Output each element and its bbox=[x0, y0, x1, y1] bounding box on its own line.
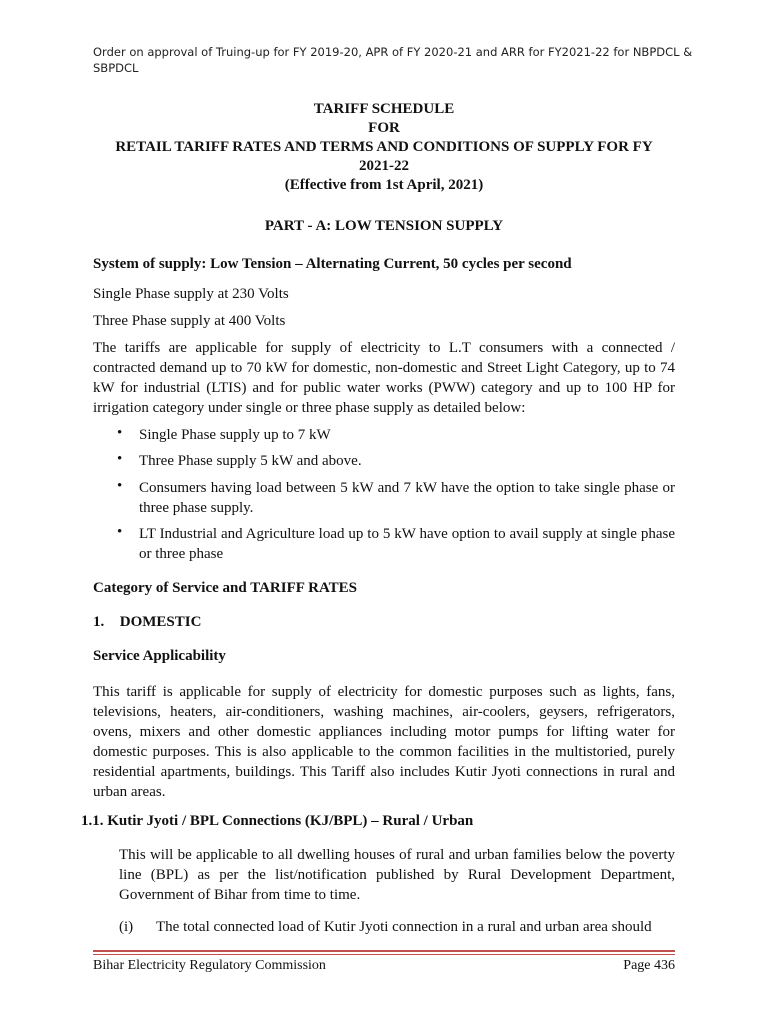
title-line-3: RETAIL TARIFF RATES AND TERMS AND CONDITIONS OF SUPPLY FOR FY bbox=[115, 139, 653, 155]
bullet-item: Consumers having load between 5 kW and 7 kW have the option to take single phase or three phase supply. bbox=[139, 480, 675, 516]
tariff-applicability-paragraph: The tariffs are applicable for supply of electricity to L.T consumers with a connected / contracted demand up to 70 kW for domestic, non-domestic and Street Light Category, up to 74 kW for industrial (LTIS) and for public water works (PWW) category and up to 100 HP for irrigation category under single or three phase supply as detailed below: bbox=[93, 340, 675, 416]
system-of-supply-heading: System of supply: Low Tension – Alternating Current, 50 cycles per second bbox=[93, 256, 572, 272]
bullet-marker: • bbox=[117, 478, 123, 494]
bullet-marker: • bbox=[117, 524, 123, 540]
title-line-5: (Effective from 1st April, 2021) bbox=[284, 177, 484, 193]
bullet-marker: • bbox=[117, 451, 123, 467]
three-phase-line: Three Phase supply at 400 Volts bbox=[93, 313, 286, 329]
domestic-paragraph: This tariff is applicable for supply of electricity for domestic purposes such as lights, fans, televisions, heaters, air-conditioners, washing machines, air-coolers, geysers, refrigerators, ovens, mixers and other domestic appliances including motor pumps for lifting water for domestic purposes. This is also applicable to the common facilities in the multistoried, purely residential apartments, buildings. This Tariff also includes Kutir Jyoti connections in rural and urban areas. bbox=[93, 684, 675, 800]
item-number: (i) bbox=[119, 919, 134, 935]
section-title: DOMESTIC bbox=[119, 614, 202, 630]
bullet-item: LT Industrial and Agriculture load up to 5 kW have option to avail supply at single phase or three phase bbox=[139, 526, 675, 562]
section-number: 1. bbox=[93, 614, 105, 630]
page-number: Page 436 bbox=[623, 958, 675, 973]
bullet-item: Single Phase supply up to 7 kW bbox=[139, 427, 331, 443]
title-line-4: 2021-22 bbox=[359, 158, 409, 174]
footer-left-text: Bihar Electricity Regulatory Commission bbox=[93, 958, 326, 973]
title-line-1: TARIFF SCHEDULE bbox=[313, 101, 455, 117]
footer-rule bbox=[93, 950, 675, 952]
running-header: Order on approval of Truing-up for FY 2019-20, APR of FY 2020-21 and ARR for FY2021-22 for NBPDCL & SBPDCL bbox=[93, 45, 693, 75]
bullet-item: Three Phase supply 5 kW and above. bbox=[139, 453, 362, 469]
item-text: The total connected load of Kutir Jyoti connection in a rural and urban area should bbox=[156, 919, 652, 935]
category-heading: Category of Service and TARIFF RATES bbox=[93, 580, 358, 596]
kutir-jyoti-paragraph: This will be applicable to all dwelling houses of rural and urban families below the poverty line (BPL) as per the list/notification published by Rural Development Department, Government of Bihar from time to time. bbox=[119, 847, 675, 903]
title-line-2: FOR bbox=[368, 120, 400, 136]
single-phase-line: Single Phase supply at 230 Volts bbox=[93, 286, 289, 302]
kutir-jyoti-heading: 1.1. Kutir Jyoti / BPL Connections (KJ/BPL) – Rural / Urban bbox=[81, 813, 474, 829]
bullet-marker: • bbox=[117, 425, 123, 441]
part-heading: PART - A: LOW TENSION SUPPLY bbox=[264, 218, 504, 234]
service-applicability-heading: Service Applicability bbox=[93, 648, 226, 664]
footer-rule bbox=[93, 954, 675, 955]
section-heading-domestic bbox=[93, 612, 675, 632]
